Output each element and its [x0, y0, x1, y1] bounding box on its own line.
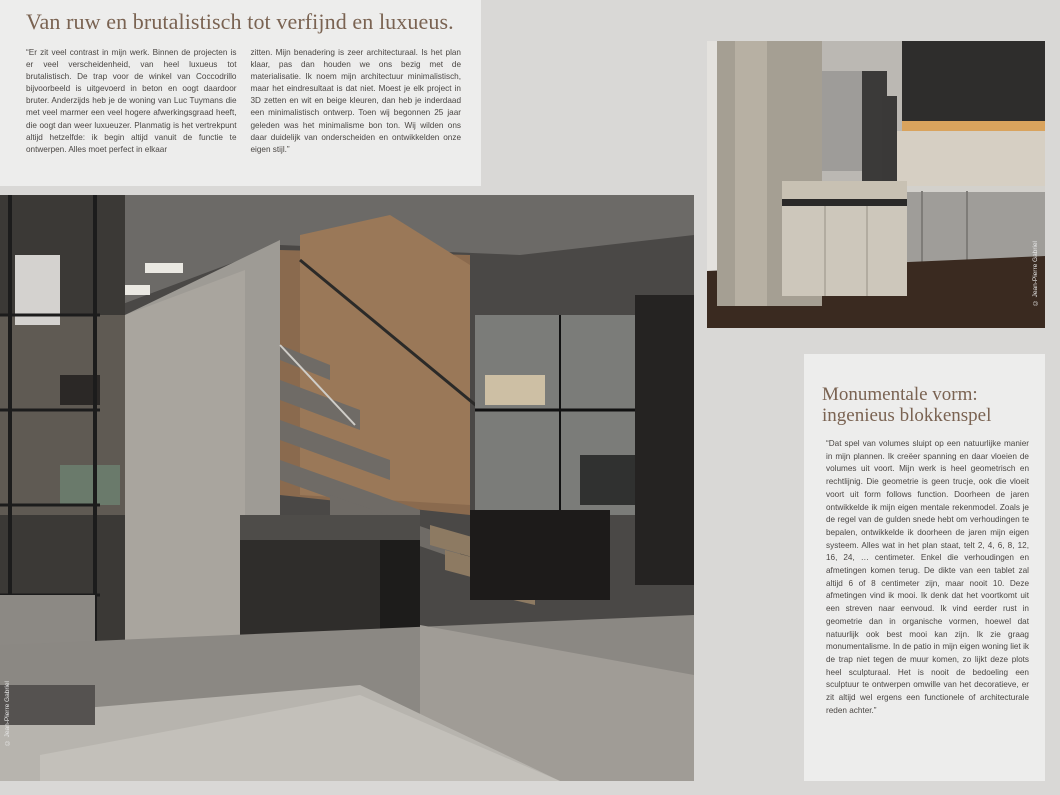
- intro-column-2: zitten. Mijn benadering is zeer architecturaal. Is het plan klaar, pas dan houden we ons bezig met de materialisatie. Ik noem mijn architectuur minimalistisch, maar het eindresultaat is dat niet. Moest je elk project in 3D zetten en wit en beige kleuren, dan heb je inderdaad een minimalistisch ontwerp. Toen wij begonnen 25 jaar geleden was het minimalisme bon ton. Wij wilden ons daar duidelijk van onderscheiden en ontwikkelden onze eigen stijl.”: [250, 48, 461, 154]
- sidebar-title: Monumentale vorm: ingenieus blokkenspel: [822, 384, 992, 426]
- staircase-photo-illustration: [0, 195, 694, 781]
- kitchen-photo: [707, 41, 1045, 328]
- sidebar-block: [804, 354, 1045, 781]
- staircase-photo: [0, 195, 694, 781]
- staircase-photo-credit: © Jean-Pierre Gabriel: [4, 681, 11, 747]
- intro-columns: [26, 47, 461, 156]
- intro-block: [0, 0, 481, 186]
- intro-column-1: “Er zit veel contrast in mijn werk. Binnen de projecten is er veel verscheidenheid, van heel luxueus tot brutalistisch. De trap voor de winkel van Coccodrillo bijvoorbeeld is uitgevoerd in beton en oogt daardoor bruter. Anderzijds heb je de woning van Luc Tuymans die met veel marmer een veel hogere afwerkingsgraad heeft, die oogt dan weer luxueuzer. Planmatig is het vertrekpunt altijd hetzelfde: ik begin altijd vanuit de functie te ontwerpen. Alles moet perfect in elkaar: [26, 48, 237, 154]
- kitchen-photo-credit: © Jean-Pierre Gabriel: [1032, 241, 1039, 307]
- kitchen-photo-illustration: [707, 41, 1045, 328]
- intro-title: Van ruw en brutalistisch tot verfijnd en luxueus.: [26, 9, 454, 34]
- sidebar-body: “Dat spel van volumes sluipt op een natuurlijke manier in mijn plannen. Ik creëer spanning en daar vloeien de volumes uit voort. Mijn werk is heel geometrisch en rechtlijnig. Die geometrie is geen trucje, ook die vloeit voort uit form follows function. Doorheen de jaren ontwikkelde ik mijn eigen mentale rekenmodel. Zoals je de regel van de gulden snede hebt om verhoudingen te bepalen, ontwikkelde ik doorheen de jaren mijn eigen systeem. Alles wat in het plan staat, telt 2, 4, 6, 8, 12, 16, 24, … centimeter. Enkel die verhoudingen en afmetingen komen terug. De dikte van een tablet zal altijd 6 of 8 centimeter zijn, maar nooit 10. Deze afmetingen vind ik mooi. Ik denk dat het voortkomt uit een streven naar eenvoud. Ik vind eerder rust in geometrie dan in organische vormen, hoewel dat natuurlijk ook best mooi kan zijn. Ik zie graag monumentalisme. In de patio in mijn eigen woning liet ik de trap niet tegen de muur komen, zo lijkt deze plots heel sculpturaal. Het is nooit de bedoeling een sculptuur te ontwerpen omwille van het decoratieve, er zit altijd wel ergens een functionele of architecturale reden achter.”: [826, 439, 1029, 715]
